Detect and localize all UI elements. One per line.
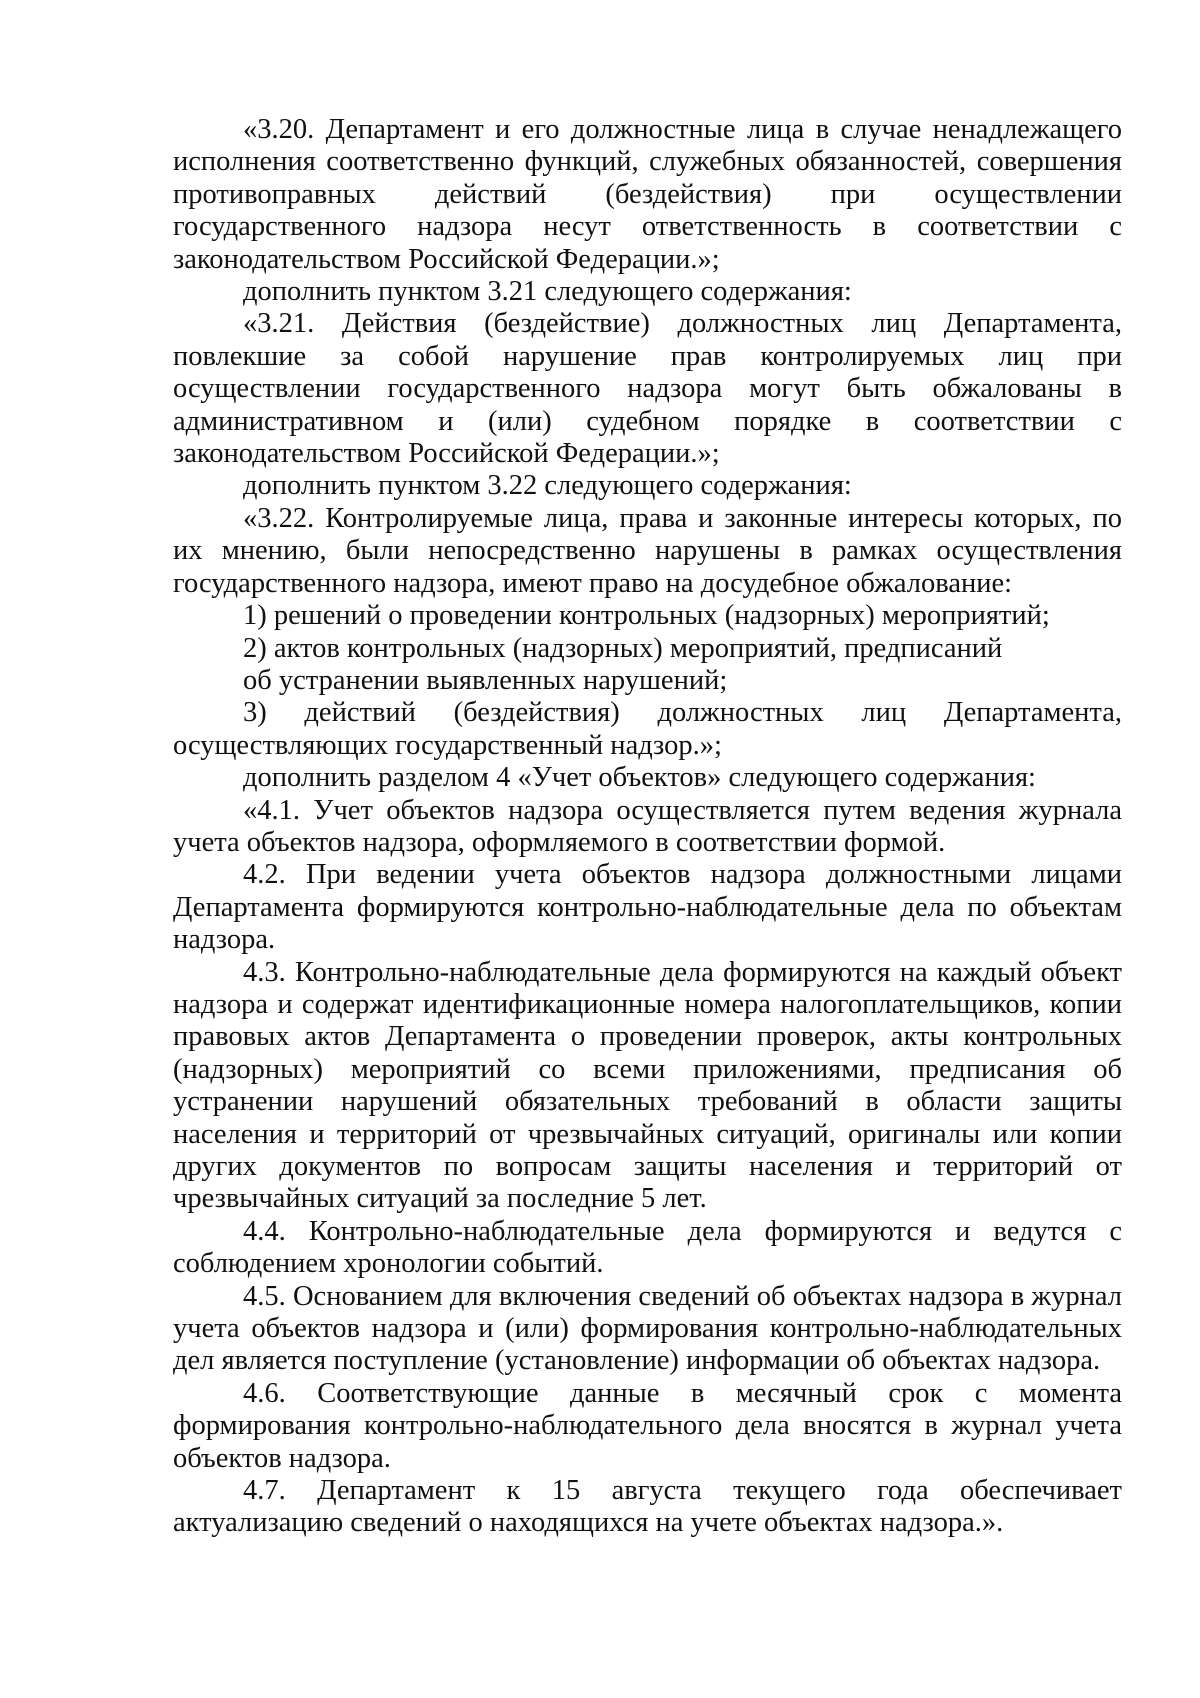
paragraph-add-3-21: дополнить пунктом 3.21 следующего содержания: xyxy=(243,276,852,308)
paragraph-4-5: 4.5. Основанием для включения сведений об объектах надзора в журнал учета объектов надзора и (или) формирования контрольно-наблюдательных дел является поступление (установление) информации об объектах надзора. xyxy=(173,1280,1122,1377)
paragraph-4-1: «4.1. Учет объектов надзора осуществляется путем ведения журнала учета объектов надзора, оформляемого в соответствии формой. xyxy=(173,794,1122,858)
list-item-3: 3) действий (бездействия) должностных лиц Департамента, осуществляющих государственный надзор.»; xyxy=(173,697,1122,761)
document-page xyxy=(173,114,1122,1540)
list-item-1: 1) решений о проведении контрольных (надзорных) мероприятий; xyxy=(243,600,1050,632)
paragraph-4-3: 4.3. Контрольно-наблюдательные дела формируются на каждый объект надзора и содержат идентификационные номера налогоплательщиков, копии правовых актов Департамента о проведении проверок, акты контрольных (надзорных) мероприятий со всеми приложениями, предписания об устранении нарушений обязательных требований в области защиты населения и территорий от чрезвычайных ситуаций, оригиналы или копии других документов по вопросам защиты населения и территорий от чрезвычайных ситуаций за последние 5 лет. xyxy=(173,956,1122,1215)
paragraph-add-3-22: дополнить пунктом 3.22 следующего содержания: xyxy=(243,470,852,502)
list-item-2: 2) актов контрольных (надзорных) мероприятий, предписаний xyxy=(243,632,1003,664)
paragraph-3-21: «3.21. Действия (бездействие) должностных лиц Департамента, повлекшие за собой нарушение прав контролируемых лиц при осуществлении государственного надзора могут быть обжалованы в административном и (или) судебном порядке в соответствии с законодательством Российской Федерации.»; xyxy=(173,308,1122,470)
paragraph-4-2: 4.2. При ведении учета объектов надзора должностными лицами Департамента формируются контрольно-наблюдательные дела по объектам надзора. xyxy=(173,859,1122,956)
paragraph-4-7: 4.7. Департамент к 15 августа текущего года обеспечивает актуализацию сведений о находящихся на учете объектах надзора.». xyxy=(173,1475,1122,1539)
paragraph-4-4: 4.4. Контрольно-наблюдательные дела формируются и ведутся с соблюдением хронологии событий. xyxy=(173,1215,1122,1280)
paragraph-add-section-4: дополнить разделом 4 «Учет объектов» следующего содержания: xyxy=(243,762,1036,794)
paragraph-3-22: «3.22. Контролируемые лица, права и законные интересы которых, по их мнению, были непосредственно нарушены в рамках осуществления государственного надзора, имеют право на досудебное обжалование: xyxy=(173,502,1122,599)
paragraph-4-6: 4.6. Соответствующие данные в месячный срок с момента формирования контрольно-наблюдательного дела вносятся в журнал учета объектов надзора. xyxy=(173,1377,1122,1474)
paragraph-3-20: «3.20. Департамент и его должностные лица в случае ненадлежащего исполнения соответственно функций, служебных обязанностей, совершения противоправных действий (бездействия) при осуществлении государственного надзора несут ответственность в соответствии с законодательством Российской Федерации.»; xyxy=(173,114,1122,275)
list-item-2-continued: об устранении выявленных нарушений; xyxy=(243,664,728,696)
